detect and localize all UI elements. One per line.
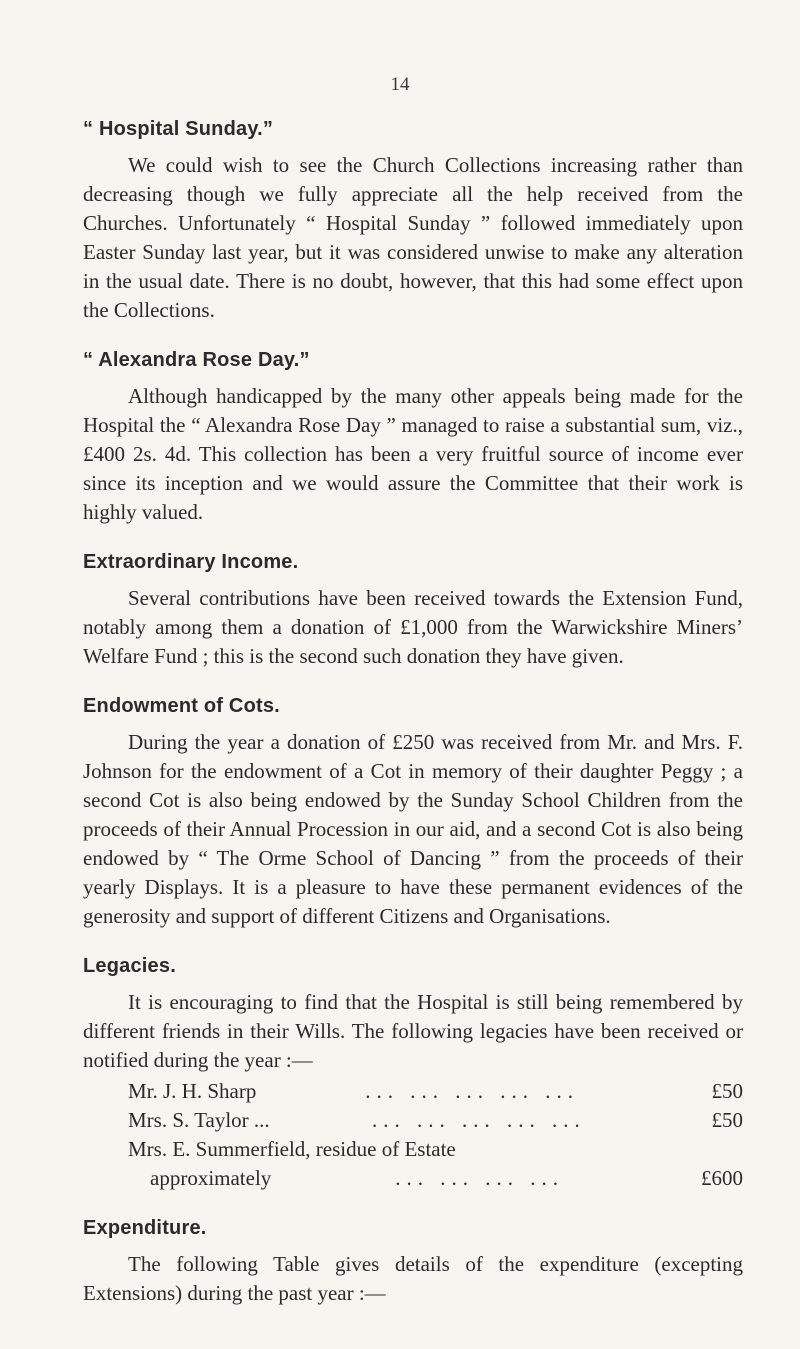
page-number: 14 (390, 74, 410, 95)
section-alexandra-rose-day (83, 349, 743, 527)
legacy-amount: £600 (701, 1166, 743, 1190)
section-paragraph: It is encouraging to find that the Hospital is still being remembered by different friends in their Wills. The following legacies have been received or notified during the year :— (83, 990, 743, 1072)
section-paragraph: During the year a donation of £250 was received from Mr. and Mrs. F. Johnson for the endowment of a Cot in memory of their daughter Peggy ; a second Cot is also being endowed by the Sunday School Children from the proceeds of their Annual Procession in our aid, and a second Cot is also being endowed by “ The Orme School of Dancing ” from the proceeds of their yearly Displays. It is a pleasure to have these permanent evidences of the generosity and support of different Citizens and Organisations. (83, 730, 743, 928)
section-heading: Extraordinary Income. (83, 551, 299, 573)
leader-dots: ... ... ... ... (395, 1166, 565, 1190)
section-paragraph: Several contributions have been received towards the Extension Fund, notably among them a donation of £1,000 from the Warwickshire Miners’ Welfare Fund ; this is the second such donation they have given. (83, 586, 743, 668)
section-heading: Legacies. (83, 955, 176, 977)
legacy-name: Mrs. S. Taylor ... (128, 1108, 270, 1132)
legacy-name: Mr. J. H. Sharp (128, 1079, 257, 1103)
section-paragraph: We could wish to see the Church Collections increasing rather than decreasing though we fully appreciate all the help received from the Churches. Unfortunately “ Hospital Sunday ” followed immediately upon Easter Sunday last year, but it was considered unwise to make any alteration in the usual date. There is no doubt, however, that this had some effect upon the Collections. (83, 153, 743, 322)
section-heading: Endowment of Cots. (83, 695, 280, 717)
section-heading: Expenditure. (83, 1217, 207, 1239)
section-paragraph: The following Table gives details of the expenditure (excepting Extensions) during the past year :— (83, 1252, 743, 1305)
section-endowment-of-cots (83, 695, 743, 931)
legacy-name-continued: approximately (150, 1166, 272, 1190)
section-hospital-sunday (83, 118, 743, 325)
section-paragraph: Although handicapped by the many other appeals being made for the Hospital the “ Alexandra Rose Day ” managed to raise a substantial sum, viz., £400 2s. 4d. This collection has been a very fruitful source of income ever since its inception and we would assure the Committee that their work is highly valued. (83, 384, 743, 524)
document-body (83, 118, 743, 1332)
list-item (128, 1077, 743, 1106)
section-heading: “ Alexandra Rose Day.” (83, 349, 310, 371)
section-extraordinary-income (83, 551, 743, 671)
section-legacies (83, 955, 743, 1193)
section-expenditure (83, 1217, 743, 1308)
leader-dots: ... ... ... ... ... (365, 1079, 580, 1103)
list-item (128, 1106, 743, 1135)
section-heading: “ Hospital Sunday.” (83, 118, 274, 140)
legacy-name: Mrs. E. Summerfield, residue of Estate (128, 1137, 456, 1161)
leader-dots: ... ... ... ... ... (371, 1108, 586, 1132)
legacy-amount: £50 (711, 1108, 743, 1132)
legacy-amount: £50 (711, 1079, 743, 1103)
legacies-list (128, 1077, 743, 1193)
list-item (128, 1135, 743, 1193)
